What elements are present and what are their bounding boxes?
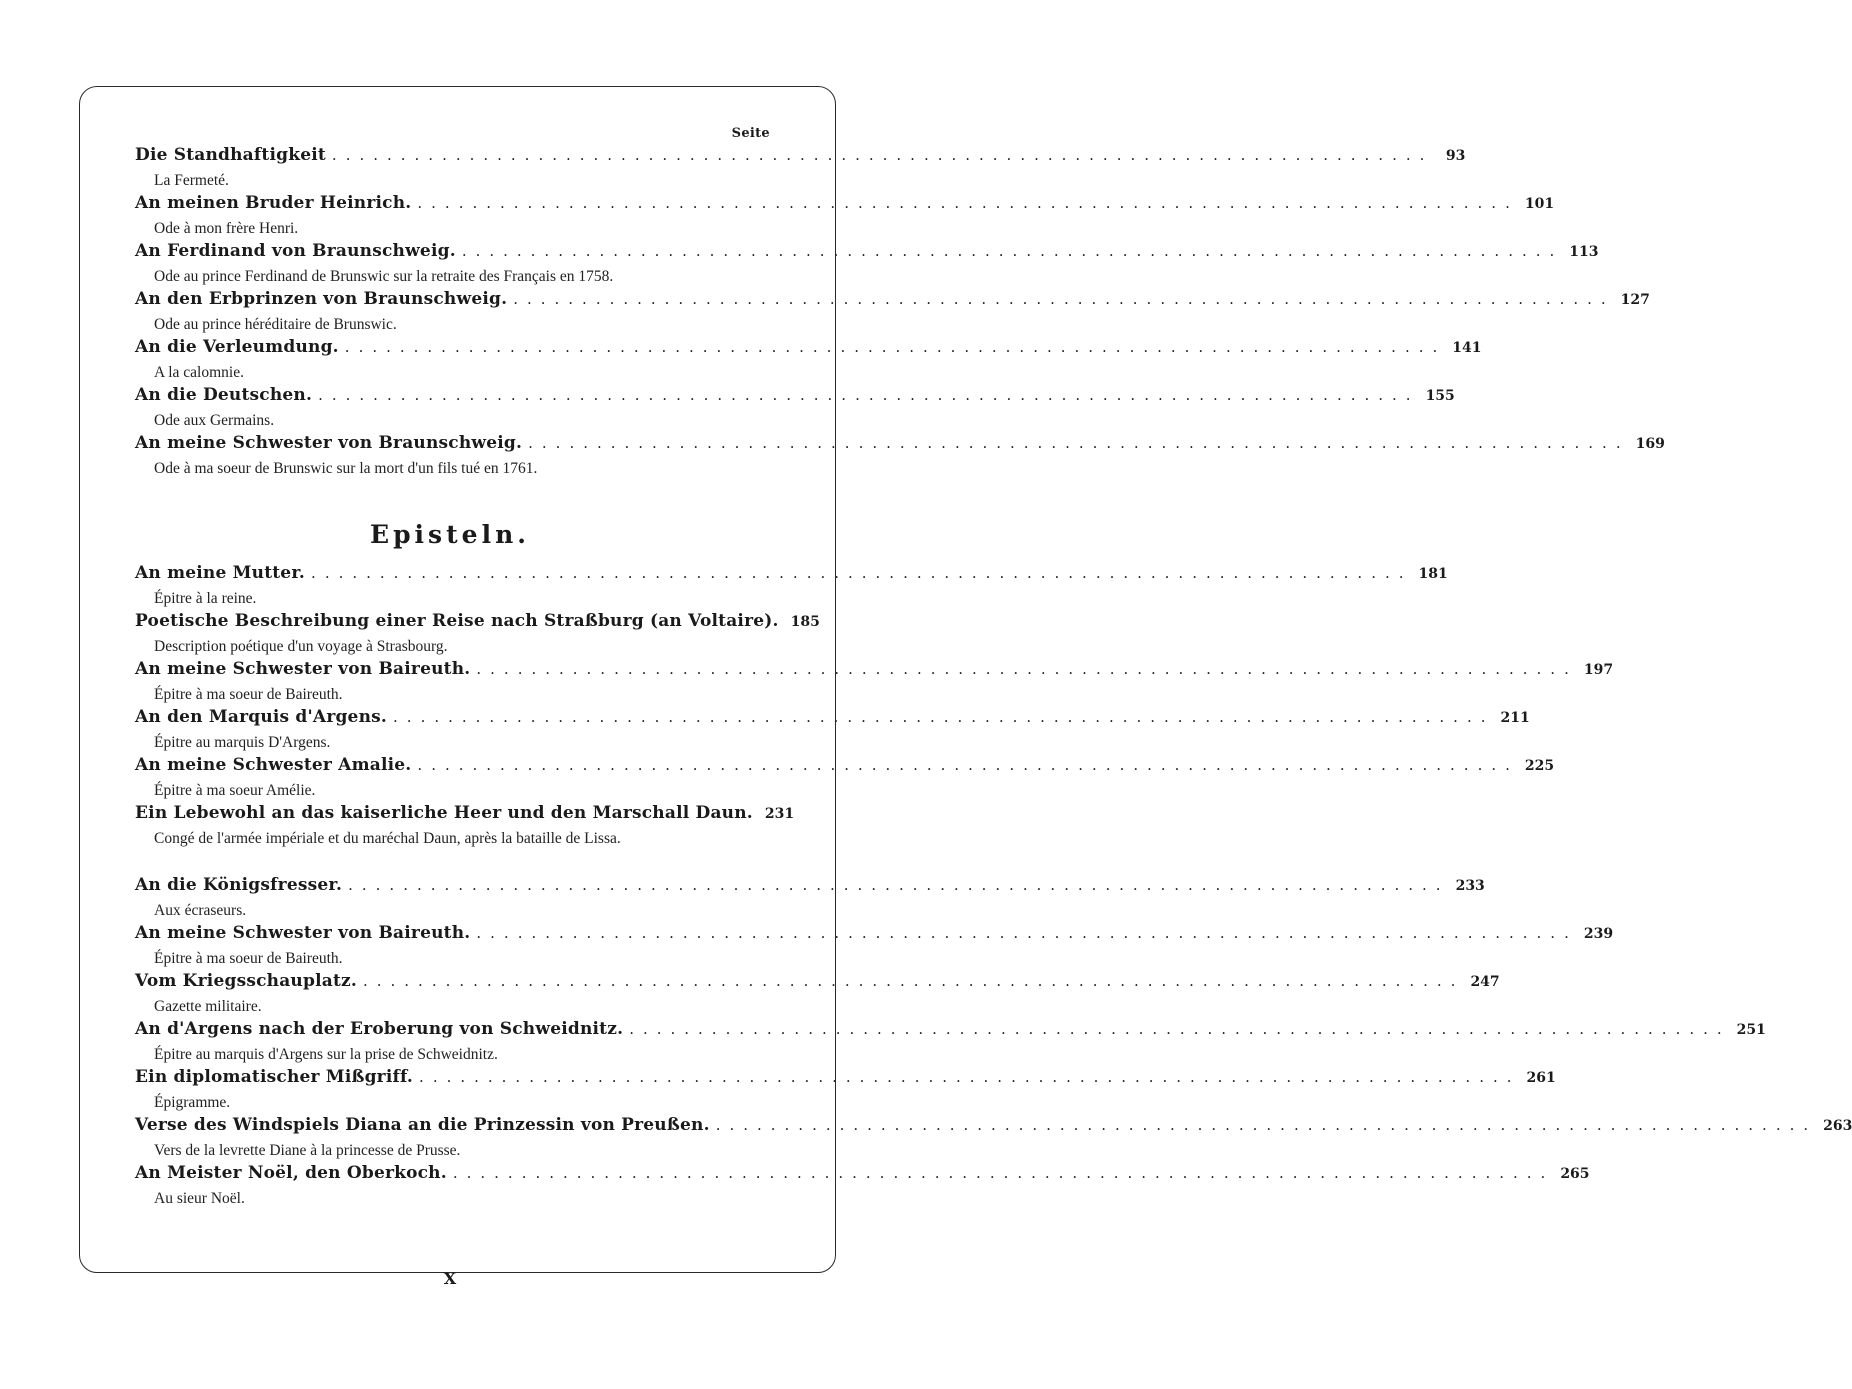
page-column-header: Seite: [731, 126, 770, 141]
toc-entry-subtitle: Ode au prince héréditaire de Brunswic.: [154, 316, 397, 333]
toc-entry-title: Verse des Windspiels Diana an die Prinzessin von Preußen.: [135, 1115, 710, 1135]
toc-entry-page: 261: [1526, 1070, 1556, 1086]
toc-entry: [135, 1019, 1766, 1066]
toc-entry-row: [135, 241, 1599, 265]
toc-entry-page: 155: [1425, 388, 1455, 404]
toc-entry-title: Vom Kriegsschauplatz.: [135, 971, 357, 991]
toc-entry-row: [135, 707, 1530, 731]
dot-leader: ................................................................................: [629, 1020, 1731, 1038]
toc-entry: [135, 875, 1485, 922]
toc-entry-title: An meinen Bruder Heinrich.: [135, 193, 412, 213]
toc-entry-title: An Ferdinand von Braunschweig.: [135, 241, 456, 261]
dot-leader: ................................................................................: [417, 756, 1519, 774]
toc-entry: [135, 563, 1448, 610]
toc-entry-row: [135, 289, 1650, 313]
toc-entry-row: [135, 193, 1555, 217]
toc-entry-row: [135, 971, 1500, 995]
toc-entry-page: 233: [1455, 878, 1485, 894]
toc-entry: [135, 337, 1482, 384]
toc-entry: [135, 1163, 1590, 1210]
dot-leader: ................................................................................: [513, 290, 1615, 308]
toc-entry-row: [135, 1019, 1766, 1043]
toc-entry: [135, 1115, 1852, 1162]
toc-entry-row: [135, 145, 1466, 169]
toc-entry-row: [135, 433, 1665, 457]
toc-entry-subtitle: La Fermeté.: [154, 172, 229, 189]
dot-leader: ................................................................................: [311, 564, 1413, 582]
toc-entry-page: 225: [1524, 758, 1555, 774]
toc-entry-subtitle: Ode au prince Ferdinand de Brunswic sur la retraite des Français en 1758.: [154, 268, 614, 285]
toc-entry: [135, 145, 1466, 192]
toc-entry-page: 263: [1823, 1118, 1852, 1134]
toc-entry-subtitle: Épitre à ma soeur Amélie.: [154, 782, 316, 799]
toc-entry-subtitle: Description poétique d'un voyage à Strasbourg.: [154, 638, 448, 655]
toc-entry-row: [135, 337, 1482, 361]
toc-entry-row: [135, 1163, 1590, 1187]
toc-entry-title: Ein diplomatischer Mißgriff.: [135, 1067, 414, 1087]
toc-entry-row: [135, 1115, 1852, 1139]
toc-entry-title: An meine Schwester von Baireuth.: [135, 923, 471, 943]
toc-entry-subtitle: Épitre au marquis D'Argens.: [154, 734, 331, 751]
toc-entry-subtitle: Congé de l'armée impériale et du maréchal Daun, après la bataille de Lissa.: [154, 830, 621, 847]
toc-entry-row: [135, 803, 795, 827]
toc-entry-subtitle: Ode aux Germains.: [154, 412, 275, 429]
toc-entry-row: [135, 923, 1614, 947]
toc-entry-page: 265: [1560, 1166, 1590, 1182]
toc-entry: [135, 659, 1614, 706]
section-heading: Episteln.: [370, 520, 530, 549]
dot-leader: ................................................................................: [393, 708, 1495, 726]
toc-entry: [135, 755, 1555, 802]
dot-leader: ................................................................................: [331, 146, 1434, 164]
toc-entry-title: An meine Schwester von Braunschweig.: [135, 433, 523, 453]
toc-entry-row: [135, 659, 1614, 683]
dot-leader: ................................................................................: [348, 876, 1450, 894]
toc-entry-title: An meine Mutter.: [135, 563, 306, 583]
toc-entry-title: Ein Lebewohl an das kaiserliche Heer und den Marschall Daun.: [135, 803, 753, 823]
dot-leader: ................................................................................: [452, 1164, 1555, 1182]
toc-entry-row: [135, 875, 1485, 899]
toc-entry-page: 113: [1569, 244, 1599, 260]
toc-entry-page: 239: [1583, 926, 1614, 942]
toc-entry: [135, 611, 820, 658]
toc-entry-subtitle: A la calomnie.: [154, 364, 244, 381]
page-number-footer: X: [443, 1269, 457, 1288]
toc-entry-row: [135, 755, 1555, 779]
toc-entry: [135, 923, 1614, 970]
toc-entry-page: 247: [1470, 974, 1500, 990]
toc-entry-row: [135, 385, 1455, 409]
toc-entry-page: 231: [764, 806, 795, 822]
toc-entry-page: 93: [1445, 148, 1466, 164]
toc-entry-page: 197: [1583, 662, 1614, 678]
toc-entry-subtitle: Ode à ma soeur de Brunswic sur la mort d'un fils tué en 1761.: [154, 460, 538, 477]
toc-entry-subtitle: Épitre au marquis d'Argens sur la prise de Schweidnitz.: [154, 1046, 498, 1063]
toc-entry-title: Poetische Beschreibung einer Reise nach Straßburg (an Voltaire).: [135, 611, 779, 631]
dot-leader: ................................................................................: [461, 242, 1564, 260]
toc-entry-page: 251: [1736, 1022, 1766, 1038]
toc-entry-title: Die Standhaftigkeit: [135, 145, 326, 165]
toc-entry: [135, 803, 795, 850]
toc-entry-page: 127: [1620, 292, 1650, 308]
toc-entry-title: An den Marquis d'Argens.: [135, 707, 388, 727]
toc-entry: [135, 1067, 1556, 1114]
toc-entry-row: [135, 563, 1448, 587]
toc-entry-subtitle: Épitre à la reine.: [154, 590, 257, 607]
dot-leader: ................................................................................: [476, 924, 1578, 942]
dot-leader: ................................................................................: [344, 338, 1447, 356]
toc-entry-subtitle: Ode à mon frère Henri.: [154, 220, 299, 237]
toc-entry-row: [135, 1067, 1556, 1091]
dot-leader: ................................................................................: [476, 660, 1578, 678]
toc-entry-title: An die Deutschen.: [135, 385, 313, 405]
toc-entry-row: [135, 611, 820, 635]
toc-entry: [135, 433, 1665, 480]
dot-leader: ................................................................................: [419, 1068, 1521, 1086]
toc-entry-subtitle: Vers de la levrette Diane à la princesse de Prusse.: [154, 1142, 461, 1159]
toc-entry-subtitle: Épitre à ma soeur de Baireuth.: [154, 686, 343, 703]
toc-entry-title: An Meister Noël, den Oberkoch.: [135, 1163, 447, 1183]
toc-entry-title: An die Verleumdung.: [135, 337, 339, 357]
toc-entry-page: 185: [790, 614, 820, 630]
toc-entry-title: An d'Argens nach der Eroberung von Schweidnitz.: [135, 1019, 624, 1039]
toc-entry-page: 141: [1452, 340, 1482, 356]
toc-entry-page: 101: [1524, 196, 1555, 212]
toc-entry-subtitle: Aux écraseurs.: [154, 902, 247, 919]
toc-entry-title: An meine Schwester von Baireuth.: [135, 659, 471, 679]
dot-leader: ................................................................................: [362, 972, 1465, 990]
toc-entry: [135, 971, 1500, 1018]
toc-entry-subtitle: Gazette militaire.: [154, 998, 262, 1015]
toc-entry-page: 169: [1635, 436, 1665, 452]
toc-entry-subtitle: Épitre à ma soeur de Baireuth.: [154, 950, 343, 967]
toc-entry: [135, 241, 1599, 288]
dot-leader: ................................................................................: [318, 386, 1420, 404]
toc-entry-subtitle: Au sieur Noël.: [154, 1190, 245, 1207]
toc-entry: [135, 707, 1530, 754]
toc-entry-title: An den Erbprinzen von Braunschweig.: [135, 289, 508, 309]
toc-entry-page: 181: [1418, 566, 1448, 582]
toc-entry-title: An die Königsfresser.: [135, 875, 343, 895]
dot-leader: ................................................................................: [715, 1116, 1818, 1134]
dot-leader: ................................................................................: [417, 194, 1519, 212]
toc-entry-page: 211: [1500, 710, 1530, 726]
toc-entry: [135, 289, 1650, 336]
toc-entry-subtitle: Épigramme.: [154, 1094, 231, 1111]
toc-entry: [135, 193, 1555, 240]
dot-leader: ................................................................................: [528, 434, 1630, 452]
toc-entry-title: An meine Schwester Amalie.: [135, 755, 412, 775]
toc-entry: [135, 385, 1455, 432]
